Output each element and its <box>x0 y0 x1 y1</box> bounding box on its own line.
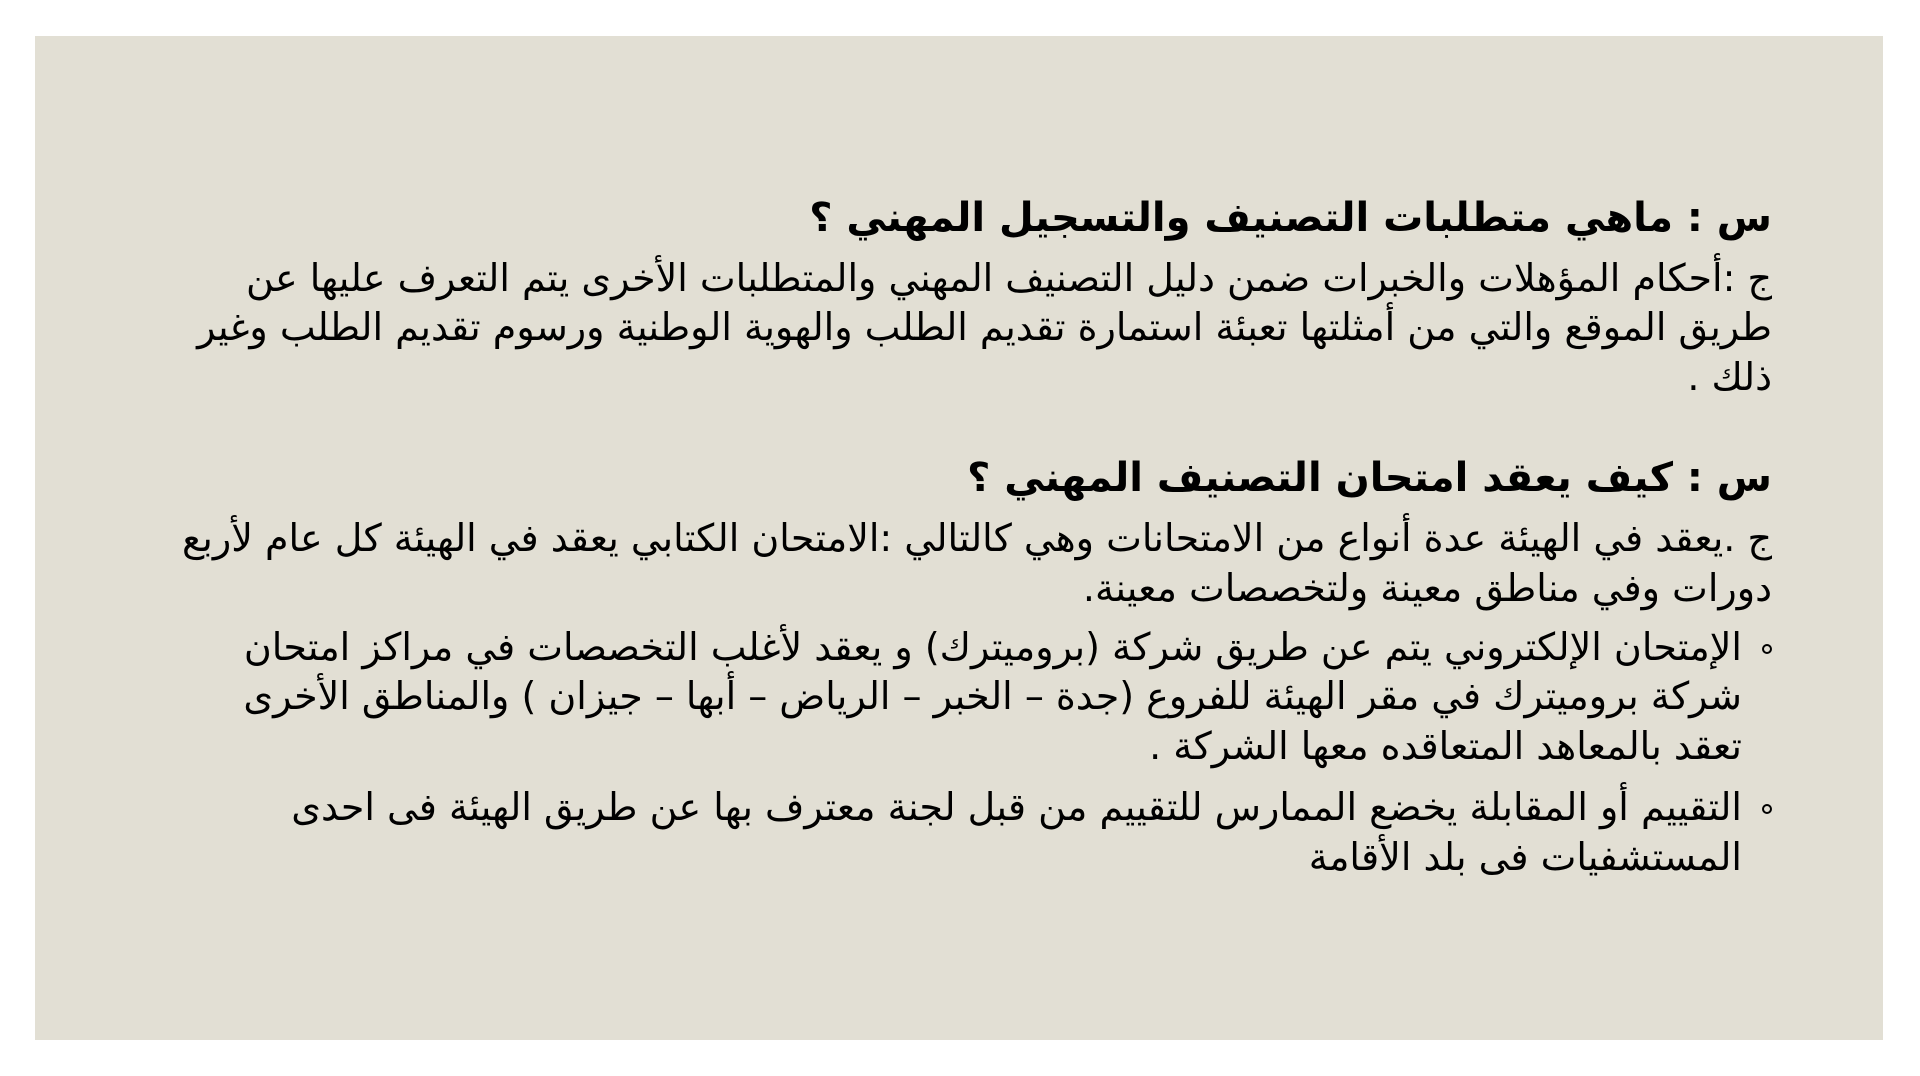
exam-types-list <box>175 623 1772 882</box>
hollow-circle-bullet-icon <box>1762 644 1772 654</box>
question-2: س : كيف يعقد امتحان التصنيف المهني ؟ <box>967 455 1772 502</box>
answer-1: ج :أحكام المؤهلات والخبرات ضمن دليل التصنيف المهني والمتطلبات الأخرى يتم التعرف عليها عن طريق الموقع والتي من أمثلتها تعبئة استمارة تقديم الطلب والهوية الوطنية ورسوم تقديم الطلب وغير ذلك . <box>197 256 1772 399</box>
list-item <box>175 783 1772 882</box>
question-1: س : ماهي متطلبات التصنيف والتسجيل المهني ؟ <box>809 195 1772 241</box>
section-spacer <box>175 402 1772 452</box>
answer-2: ج .يعقد في الهيئة عدة أنواع من الامتحانات وهي كالتالي :الامتحان الكتابي يعقد في الهيئة كل عام لأربع دورات وفي مناطق معينة ولتخصصات معينة. <box>182 516 1772 610</box>
slide-content <box>175 192 1772 894</box>
list-item-text: الإمتحان الإلكتروني يتم عن طريق شركة (بروميترك) و يعقد لأغلب التخصصات في مراكز امتحان شركة بروميترك في مقر الهيئة للفروع (جدة – الخبر – الرياض – أبها – جيزان ) والمناطق الأخرى تعقد بالمعاهد المتعاقده معها الشركة . <box>243 624 1742 768</box>
list-item-text: التقييم أو المقابلة يخضع الممارس للتقييم من قبل لجنة معترف بها عن طريق الهيئة فى احدى المستشفيات فى بلد الأقامة <box>291 785 1742 879</box>
list-item <box>175 623 1772 771</box>
slide <box>35 36 1883 1040</box>
hollow-circle-bullet-icon <box>1762 804 1772 814</box>
